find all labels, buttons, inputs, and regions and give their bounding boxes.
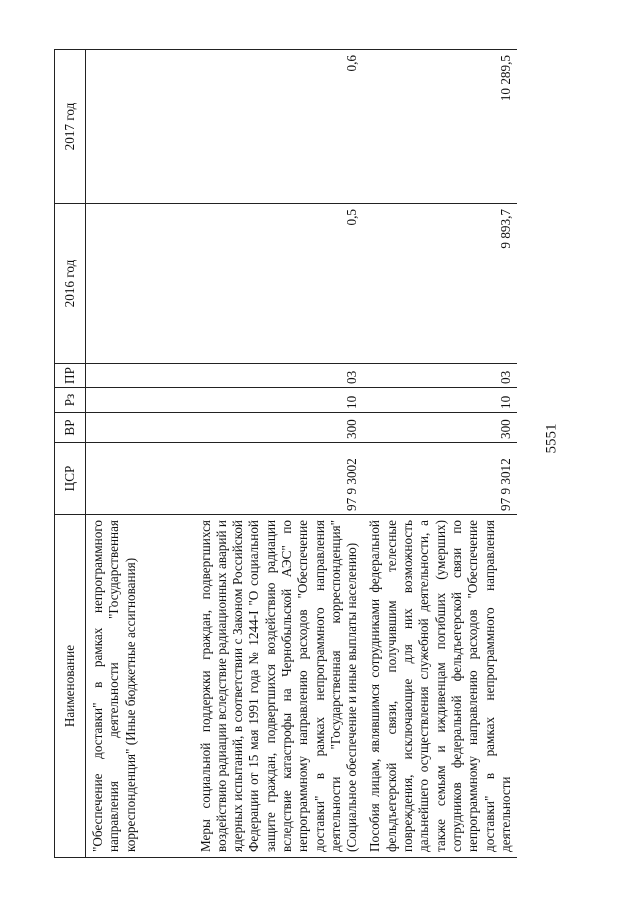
row-name-cell: Меры социальной поддержки граждан, подвергшихся воздействию радиации вследствие радиационных аварий и ядерных испытаний, в соответствии с Законом Российской Федерации от 15 мая 1991 года № 1244-I "О социальной защите граждан, подвергшихся воздействию радиации вследствие катастрофы на Чернобыльской АЭС" по непрограммному направлению расходов "Обеспечение доставки" в рамках непрограммного направления деятельности "Государственная корреспонденция" (Социальное обеспечение и иные выплаты населению) — [194, 515, 364, 858]
page-number: 5551 — [543, 423, 560, 454]
row-pr-cell: 03 — [194, 364, 364, 388]
header-rz: Рз — [55, 388, 86, 413]
table-row — [194, 50, 364, 858]
table-row — [86, 50, 194, 858]
row-pr-cell: 03 — [363, 364, 517, 388]
row-2017-cell: 0,6 — [194, 50, 364, 204]
row-2016-cell — [86, 204, 194, 364]
row-2017-cell: 10 289,5 — [363, 50, 517, 204]
row-rz-cell: 10 — [363, 388, 517, 413]
header-vr: ВР — [55, 413, 86, 443]
rotated-budget-sheet — [54, 50, 610, 858]
row-vr-cell: 300 — [363, 413, 517, 443]
table-row — [363, 50, 517, 858]
header-2016: 2016 год — [55, 204, 86, 364]
header-2017: 2017 год — [55, 50, 86, 204]
row-pr-cell — [86, 364, 194, 388]
budget-table — [54, 49, 517, 858]
row-vr-cell: 300 — [194, 413, 364, 443]
row-rz-cell — [86, 388, 194, 413]
row-vr-cell — [86, 413, 194, 443]
row-rz-cell: 10 — [194, 388, 364, 413]
row-2017-cell — [86, 50, 194, 204]
row-csr-cell: 97 9 3012 — [363, 443, 517, 515]
header-csr: ЦСР — [55, 443, 86, 515]
table-header-row — [55, 50, 86, 858]
row-csr-cell: 97 9 3002 — [194, 443, 364, 515]
row-csr-cell — [86, 443, 194, 515]
row-name-cell: Пособия лицам, являвшимся сотрудниками федеральной фельдъегерской связи, получившим телесные повреждения, исключающие для них возможность дальнейшего осуществления служебной деятельности, а также семьям и иждивенцам погибших (умерших) сотрудников федеральной фельдъегерской связи по непрограммному направлению расходов "Обеспечение доставки" в рамках непрограммного направления деятельности — [363, 515, 517, 858]
header-pr: ПР — [55, 364, 86, 388]
row-name-cell: "Обеспечение доставки" в рамках непрограммного направления деятельности "Государственная корреспонденция" (Иные бюджетные ассигнования) — [86, 515, 194, 858]
header-name: Наименование — [55, 515, 86, 858]
row-2016-cell: 0,5 — [194, 204, 364, 364]
row-2016-cell: 9 893,7 — [363, 204, 517, 364]
